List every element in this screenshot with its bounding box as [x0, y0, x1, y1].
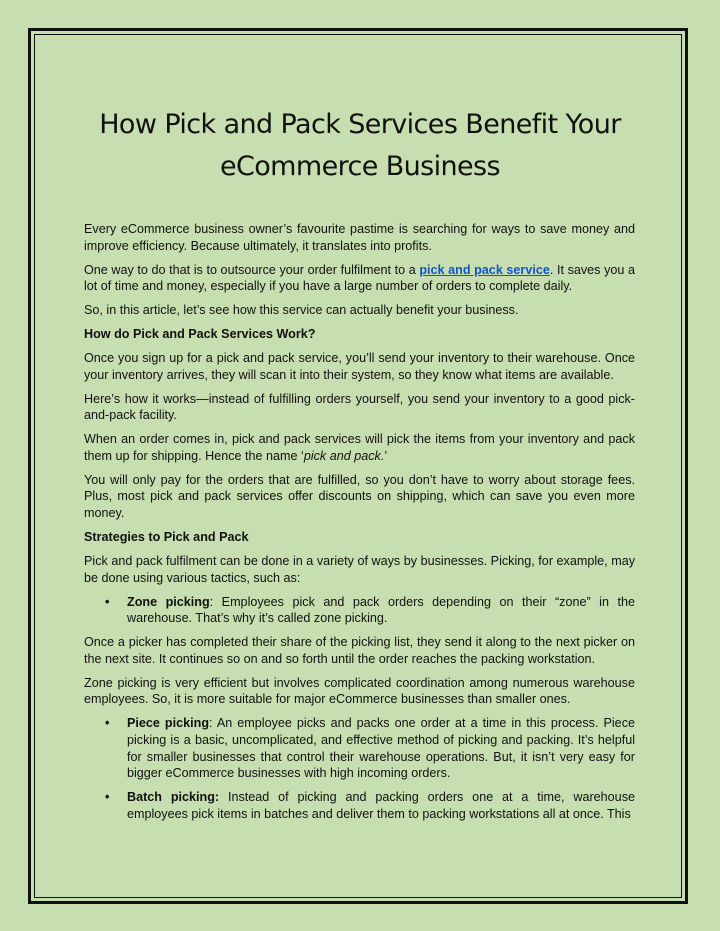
bullet-list [84, 715, 635, 822]
bullet-icon: • [105, 790, 110, 805]
paragraph: Here’s how it works—instead of fulfilling orders yourself, you send your inventory to a good pick-and-pack facility. [84, 391, 635, 423]
article-body [84, 221, 635, 830]
paragraph: When an order comes in, pick and pack services will pick the items from your inventory and pack them up for shipping. Hence the name ‘pick and pack.’ [84, 432, 635, 463]
section-heading: Strategies to Pick and Pack [84, 530, 249, 545]
paragraph: Pick and pack fulfilment can be done in a variety of ways by businesses. Picking, for example, may be done using various tactics, such as: [84, 554, 635, 585]
bullet-icon: • [105, 716, 110, 731]
paragraph: Once you sign up for a pick and pack service, you’ll send your inventory to their warehouse. Once your inventory arrives, they will scan it into their system, so they know what items are available. [84, 351, 635, 382]
paragraph: You will only pay for the orders that are fulfilled, so you don’t have to worry about storage fees. Plus, most pick and pack services offer discounts on shipping, which can save you even more money. [84, 472, 635, 521]
list-item: • Zone picking: Employees pick and pack orders depending on their “zone” in the warehouse. That’s why it’s called zone picking. [105, 594, 635, 626]
paragraph: Every eCommerce business owner’s favourite pastime is searching for ways to save money and improve efficiency. Because ultimately, it translates into profits. [84, 222, 635, 253]
paragraph: One way to do that is to outsource your order fulfilment to a pick and pack service. It saves you a lot of time and money, especially if you have a large number of orders to complete daily. [84, 262, 635, 294]
list-item: • Piece picking: An employee picks and packs one order at a time in this process. Piece picking is a basic, uncomplicated, and effective method of picking and packing. It’s helpful for smaller businesses that control their warehouse operations. But, it isn’t very easy for bigger eCommerce businesses with high incoming orders. [105, 716, 635, 781]
pick-and-pack-service-link[interactable]: pick and pack service [419, 262, 550, 277]
document-title [60, 104, 660, 188]
section-heading: How do Pick and Pack Services Work? [84, 327, 316, 342]
title-line-1: How Pick and Pack Services Benefit Your [99, 109, 621, 141]
list-item: • Batch picking: Instead of picking and packing orders one at a time, warehouse employees pick items in batches and deliver them to packing workstations all at once. This [105, 790, 635, 821]
bullet-list [84, 594, 635, 627]
paragraph: Zone picking is very efficient but involves complicated coordination among numerous warehouse employees. So, it is more suitable for major eCommerce businesses than smaller ones. [84, 675, 635, 707]
bullet-icon: • [105, 594, 110, 609]
paragraph: So, in this article, let’s see how this service can actually benefit your business. [84, 303, 519, 318]
paragraph: Once a picker has completed their share of the picking list, they send it along to the next picker on the next site. It continues so on and so forth until the order reaches the packing workstation. [84, 635, 635, 666]
title-line-2: eCommerce Business [219, 151, 500, 183]
